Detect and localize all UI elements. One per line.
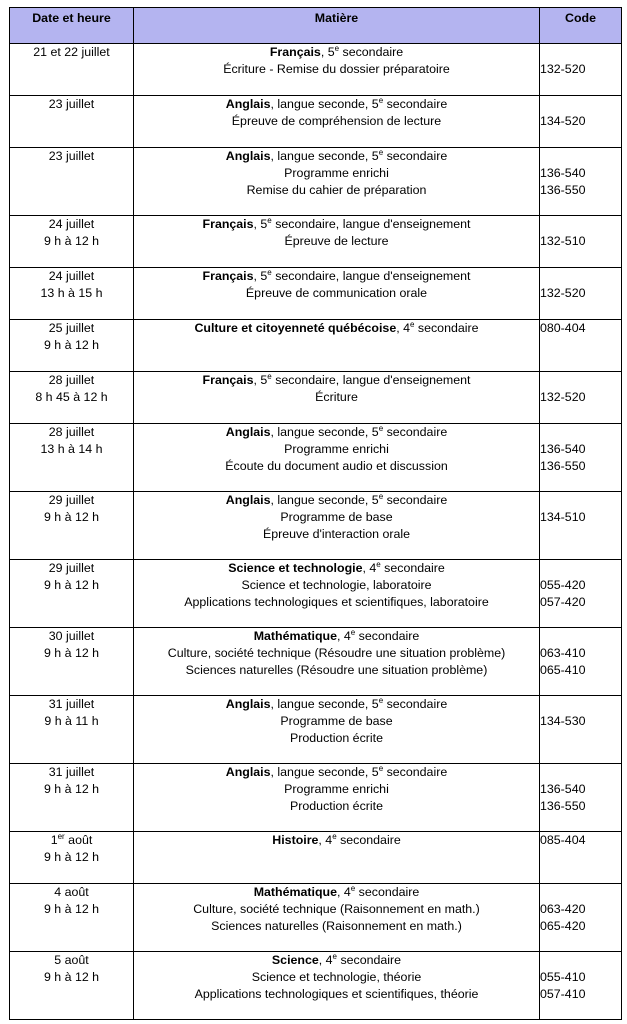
- subject-name: Mathématique: [253, 629, 337, 643]
- exam-code: 057-410: [540, 987, 586, 1001]
- ordinal-suffix: e: [350, 627, 356, 637]
- exam-code: 063-420: [540, 902, 586, 916]
- ordinal-suffix: e: [332, 951, 337, 961]
- subject-name: Science: [271, 953, 319, 967]
- table-row: [10, 268, 622, 320]
- table-row: [10, 424, 622, 492]
- subject-line: Sciences naturelles (Raisonnement en math.): [211, 919, 462, 933]
- subject-line: Anglais, langue seconde, 5e secondaire: [225, 491, 448, 507]
- date-cell: [10, 372, 134, 424]
- subject-cell: [134, 696, 540, 764]
- date-line: 28 juillet: [48, 425, 95, 439]
- date-line: 9 h à 12 h: [43, 902, 100, 916]
- date-cell: [10, 148, 134, 216]
- subject-cell: [134, 424, 540, 492]
- date-cell: [10, 44, 134, 96]
- subject-name: Anglais: [225, 425, 271, 439]
- exam-code: [540, 952, 621, 969]
- ordinal-suffix: e: [378, 763, 384, 773]
- table-row: [10, 560, 622, 628]
- table-row: [10, 44, 622, 96]
- ordinal-suffix: e: [378, 147, 384, 157]
- ordinal-suffix: e: [267, 267, 272, 277]
- exam-code: [540, 148, 621, 165]
- date-line: 9 h à 12 h: [43, 510, 100, 524]
- subject-line: Anglais, langue seconde, 5e secondaire: [225, 95, 448, 111]
- date-line: 9 h à 12 h: [43, 234, 100, 248]
- exam-code: 134-510: [540, 510, 586, 524]
- subject-line: Sciences naturelles (Résoudre une situation problème): [185, 663, 488, 677]
- exam-code: [540, 44, 621, 61]
- ordinal-suffix: e: [267, 215, 272, 225]
- subject-cell: [134, 628, 540, 696]
- exam-code: 136-550: [540, 459, 586, 473]
- subject-cell: [134, 216, 540, 268]
- header-date: Date et heure: [10, 8, 134, 44]
- subject-line: Mathématique, 4e secondaire: [253, 627, 420, 643]
- code-cell: [540, 216, 622, 268]
- subject-cell: [134, 492, 540, 560]
- subject-name: Anglais: [225, 493, 271, 507]
- code-cell: [540, 44, 622, 96]
- date-line: 13 h à 15 h: [40, 286, 103, 300]
- subject-line: Épreuve de compréhension de lecture: [231, 114, 442, 128]
- date-cell: [10, 628, 134, 696]
- subject-line: Science et technologie, 4e secondaire: [228, 559, 445, 575]
- date-cell: [10, 216, 134, 268]
- date-line: 24 juillet: [48, 269, 95, 283]
- subject-cell: [134, 832, 540, 884]
- subject-cell: [134, 560, 540, 628]
- subject-line: Épreuve de communication orale: [245, 286, 428, 300]
- date-line: 9 h à 12 h: [43, 338, 100, 352]
- exam-code: 085-404: [540, 833, 586, 847]
- date-line: 9 h à 12 h: [43, 850, 100, 864]
- subject-line: Anglais, langue seconde, 5e secondaire: [225, 147, 448, 163]
- date-cell: [10, 696, 134, 764]
- exam-schedule-table: [9, 7, 622, 1020]
- table-row: [10, 320, 622, 372]
- subject-line: Français, 5e secondaire, langue d'enseignement: [202, 371, 471, 387]
- date-line: 31 juillet: [48, 765, 95, 779]
- subject-line: Français, 5e secondaire, langue d'enseignement: [202, 215, 471, 231]
- exam-code: 057-420: [540, 595, 586, 609]
- subject-name: Français: [202, 217, 254, 231]
- date-line: 29 juillet: [48, 561, 95, 575]
- date-line: 9 h à 12 h: [43, 578, 100, 592]
- exam-code: [540, 696, 621, 713]
- exam-code: [540, 424, 621, 441]
- date-line: 31 juillet: [48, 697, 95, 711]
- ordinal-suffix: e: [350, 883, 356, 893]
- date-cell: [10, 320, 134, 372]
- subject-line: Français, 5e secondaire, langue d'enseignement: [202, 267, 471, 283]
- exam-code: 132-510: [540, 234, 586, 248]
- subject-name: Français: [269, 45, 321, 59]
- date-line: 9 h à 12 h: [43, 970, 100, 984]
- subject-line: Programme enrichi: [284, 782, 389, 796]
- subject-cell: [134, 884, 540, 952]
- exam-code: 132-520: [540, 62, 586, 76]
- ordinal-suffix: e: [267, 371, 272, 381]
- table-row: [10, 216, 622, 268]
- subject-line: Écriture - Remise du dossier préparatoire: [223, 62, 450, 76]
- subject-name: Histoire: [272, 833, 319, 847]
- code-cell: [540, 560, 622, 628]
- date-cell: [10, 268, 134, 320]
- exam-code: [540, 216, 621, 233]
- subject-line: Programme enrichi: [284, 442, 389, 456]
- exam-code: [540, 560, 621, 577]
- table-body: [10, 44, 622, 1020]
- subject-cell: [134, 268, 540, 320]
- subject-name: Anglais: [225, 149, 271, 163]
- subject-line: Histoire, 4e secondaire: [272, 831, 401, 847]
- date-line: 29 juillet: [48, 493, 95, 507]
- subject-line: Production écrite: [290, 799, 383, 813]
- table-row: [10, 764, 622, 832]
- ordinal-suffix: e: [410, 319, 415, 329]
- date-line: 8 h 45 à 12 h: [35, 390, 108, 404]
- subject-line: Culture, société technique (Raisonnement en math.): [193, 902, 480, 916]
- subject-line: Science et technologie, laboratoire: [241, 578, 432, 592]
- subject-line: Anglais, langue seconde, 5e secondaire: [225, 763, 448, 779]
- code-cell: [540, 372, 622, 424]
- subject-line: Science, 4e secondaire: [271, 951, 402, 967]
- code-cell: [540, 148, 622, 216]
- table-row: [10, 148, 622, 216]
- subject-line: Épreuve d'interaction orale: [262, 527, 410, 541]
- exam-code: 136-550: [540, 183, 586, 197]
- code-cell: [540, 884, 622, 952]
- subject-line: Programme de base: [280, 510, 393, 524]
- subject-line: Programme enrichi: [284, 166, 389, 180]
- subject-cell: [134, 148, 540, 216]
- exam-code: 134-520: [540, 114, 586, 128]
- subject-cell: [134, 372, 540, 424]
- subject-line: Remise du cahier de préparation: [246, 183, 427, 197]
- date-cell: [10, 492, 134, 560]
- date-line: 4 août: [54, 885, 89, 899]
- header-row: [10, 8, 622, 44]
- table-row: [10, 372, 622, 424]
- date-cell: [10, 952, 134, 1020]
- date-cell: [10, 424, 134, 492]
- date-cell: [10, 884, 134, 952]
- date-line: 13 h à 14 h: [40, 442, 103, 456]
- subject-cell: [134, 96, 540, 148]
- exam-code: [540, 628, 621, 645]
- subject-cell: [134, 952, 540, 1020]
- subject-line: Culture, société technique (Résoudre une situation problème): [167, 646, 506, 660]
- ordinal-suffix: e: [378, 423, 384, 433]
- exam-code: [540, 884, 621, 901]
- subject-line: Programme de base: [280, 714, 393, 728]
- table-header: [10, 8, 622, 44]
- ordinal-suffix: e: [378, 95, 384, 105]
- subject-line: Applications technologiques et scientifiques, théorie: [194, 987, 479, 1001]
- exam-code: [540, 96, 621, 113]
- exam-code: 055-410: [540, 970, 586, 984]
- table-row: [10, 952, 622, 1020]
- subject-line: Production écrite: [290, 731, 383, 745]
- date-line: 30 juillet: [48, 629, 95, 643]
- date-cell: [10, 764, 134, 832]
- subject-name: Anglais: [225, 97, 271, 111]
- exam-code: [540, 492, 621, 509]
- exam-code: 065-420: [540, 919, 586, 933]
- date-line: 23 juillet: [48, 149, 95, 163]
- ordinal-suffix: e: [376, 559, 381, 569]
- table-row: [10, 96, 622, 148]
- code-cell: [540, 832, 622, 884]
- table-row: [10, 832, 622, 884]
- ordinal-suffix: e: [378, 695, 384, 705]
- ordinal-suffix: er: [57, 831, 65, 841]
- exam-code: 136-550: [540, 799, 586, 813]
- date-line: 1er août: [50, 831, 93, 847]
- subject-line: Applications technologiques et scientifiques, laboratoire: [184, 595, 489, 609]
- code-cell: [540, 492, 622, 560]
- table-row: [10, 696, 622, 764]
- ordinal-suffix: e: [378, 491, 384, 501]
- subject-name: Mathématique: [253, 885, 337, 899]
- subject-line: Anglais, langue seconde, 5e secondaire: [225, 423, 448, 439]
- exam-code: 065-410: [540, 663, 586, 677]
- subject-line: Culture et citoyenneté québécoise, 4e secondaire: [194, 319, 479, 335]
- code-cell: [540, 268, 622, 320]
- table-row: [10, 628, 622, 696]
- subject-line: Écriture: [315, 390, 358, 404]
- subject-line: Écoute du document audio et discussion: [225, 459, 448, 473]
- date-line: 24 juillet: [48, 217, 95, 231]
- date-line: 9 h à 11 h: [44, 714, 99, 728]
- subject-line: Anglais, langue seconde, 5e secondaire: [225, 695, 448, 711]
- exam-code: [540, 372, 621, 389]
- header-code: Code: [540, 8, 622, 44]
- code-cell: [540, 96, 622, 148]
- exam-code: 136-540: [540, 782, 586, 796]
- table-row: [10, 492, 622, 560]
- exam-code: [540, 268, 621, 285]
- subject-line: Français, 5e secondaire: [269, 43, 404, 59]
- exam-code: 055-420: [540, 578, 586, 592]
- exam-code: 132-520: [540, 390, 586, 404]
- exam-code: 080-404: [540, 321, 586, 335]
- code-cell: [540, 696, 622, 764]
- date-line: 25 juillet: [48, 321, 95, 335]
- exam-code: 132-520: [540, 286, 586, 300]
- subject-name: Anglais: [225, 765, 271, 779]
- subject-name: Français: [202, 373, 254, 387]
- ordinal-suffix: e: [334, 43, 340, 53]
- ordinal-suffix: e: [332, 831, 337, 841]
- date-cell: [10, 832, 134, 884]
- code-cell: [540, 952, 622, 1020]
- subject-line: Science et technologie, théorie: [251, 970, 422, 984]
- date-line: 28 juillet: [48, 373, 95, 387]
- code-cell: [540, 320, 622, 372]
- header-subject: Matière: [134, 8, 540, 44]
- code-cell: [540, 764, 622, 832]
- code-cell: [540, 424, 622, 492]
- table-row: [10, 884, 622, 952]
- subject-name: Culture et citoyenneté québécoise: [194, 321, 397, 335]
- subject-cell: [134, 764, 540, 832]
- exam-code: [540, 764, 621, 781]
- date-cell: [10, 560, 134, 628]
- date-line: 21 et 22 juillet: [33, 45, 110, 59]
- date-cell: [10, 96, 134, 148]
- exam-code: 136-540: [540, 442, 586, 456]
- subject-cell: [134, 44, 540, 96]
- exam-code: 134-530: [540, 714, 586, 728]
- subject-name: Anglais: [225, 697, 271, 711]
- date-line: 5 août: [54, 953, 89, 967]
- subject-cell: [134, 320, 540, 372]
- exam-code: 136-540: [540, 166, 586, 180]
- subject-line: Épreuve de lecture: [284, 234, 389, 248]
- subject-name: Science et technologie: [228, 561, 363, 575]
- date-line: 23 juillet: [48, 97, 95, 111]
- subject-line: Mathématique, 4e secondaire: [253, 883, 420, 899]
- exam-code: 063-410: [540, 646, 586, 660]
- subject-name: Français: [202, 269, 254, 283]
- date-line: 9 h à 12 h: [43, 646, 100, 660]
- code-cell: [540, 628, 622, 696]
- date-line: 9 h à 12 h: [43, 782, 100, 796]
